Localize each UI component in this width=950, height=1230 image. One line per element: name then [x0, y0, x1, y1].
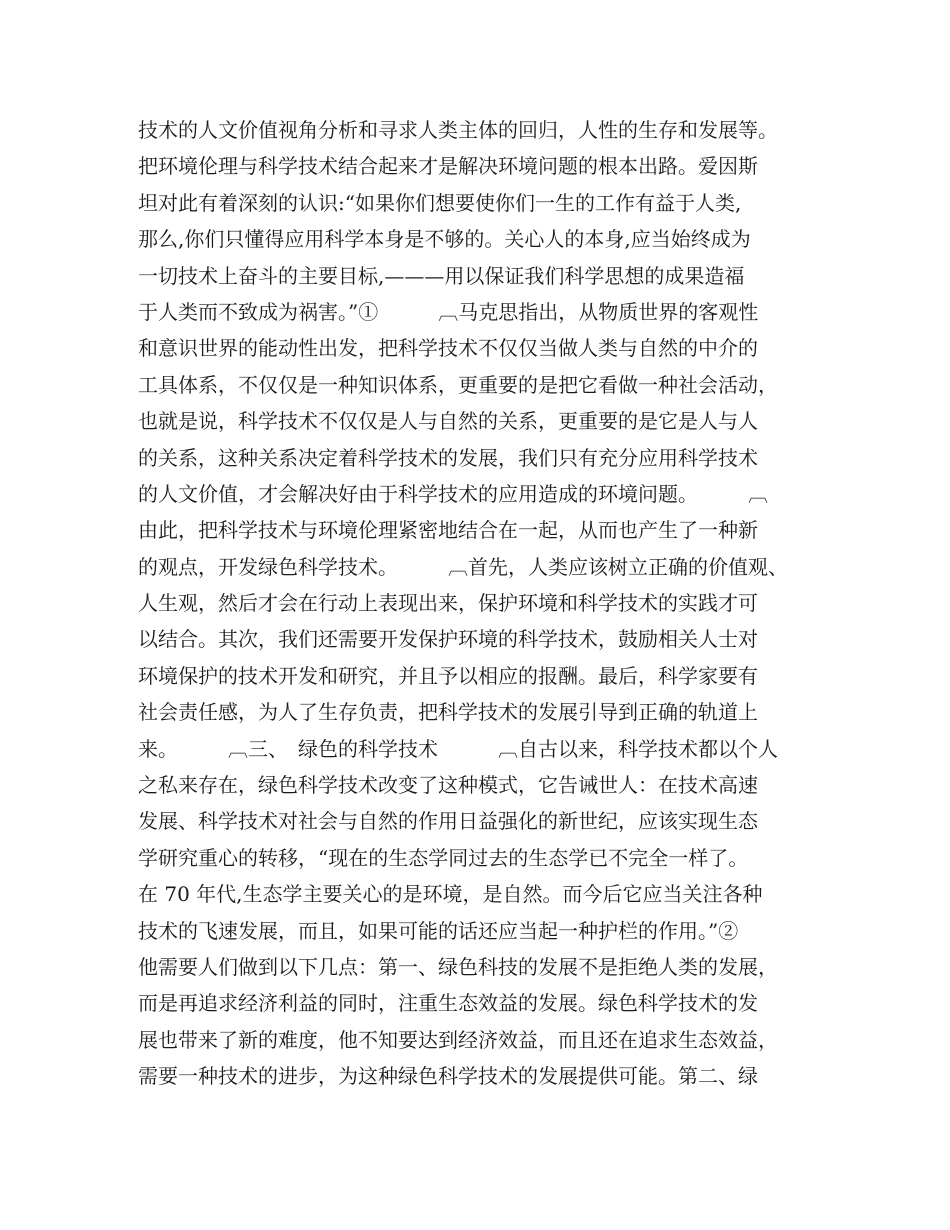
text-line: 的关系，这种关系决定着科学技术的发展，我们只有充分应用科学技术	[138, 445, 758, 470]
text-line: 技术的人文价值视角分析和寻求人类主体的回归，人性的生存和发展等。	[138, 118, 778, 142]
text-line: 在 70 年代,生态学主要关心的是环境，是自然。而今后它应当关注各种	[138, 882, 763, 907]
body-text	[138, 112, 838, 1095]
text-line: 那么,你们只懂得应用科学本身是不够的。关心人的本身,应当始终成为	[138, 227, 751, 252]
text-line: 环境保护的技术开发和研究，并且予以相应的报酬。最后，科学家要有	[138, 663, 758, 688]
text-line: 一切技术上奋斗的主要目标,———用以保证我们科学思想的成果造福	[138, 263, 745, 288]
text-line: 坦对此有着深刻的认识:“如果你们想要使你们一生的工作有益于人类,	[138, 190, 742, 215]
text-line: 学研究重心的转移，“现在的生态学同过去的生态学已不完全一样了。	[138, 845, 749, 870]
text-line: 和意识世界的能动性出发，把科学技术不仅仅当做人类与自然的中介的	[138, 336, 758, 361]
text-line: 展也带来了新的难度，他不知要达到经济效益，而且还在追求生态效益，	[138, 1027, 778, 1052]
text-line: 需要一种技术的进步，为这种绿色科学技术的发展提供可能。第二、绿	[138, 1064, 758, 1089]
text-line: 人生观，然后才会在行动上表现出来，保护环境和科学技术的实践才可	[138, 591, 758, 616]
text-line: 的观点，开发绿色科学技术。 ︹首先，人类应该树立正确的价值观、	[138, 554, 788, 579]
text-line: 由此，把科学技术与环境伦理紧密地结合在一起，从而也产生了一种新	[138, 518, 758, 543]
text-line: 而是再追求经济利益的同时，注重生态效益的发展。绿色科学技术的发	[138, 991, 758, 1016]
text-line: 技术的飞速发展，而且，如果可能的话还应当起一种护栏的作用。”②	[138, 918, 739, 943]
text-line: 于人类而不致成为祸害。”① ︹马克思指出，从物质世界的客观性	[138, 299, 759, 324]
text-line: 工具体系，不仅仅是一种知识体系，更重要的是把它看做一种社会活动，	[138, 372, 778, 397]
text-line: 他需要人们做到以下几点：第一、绿色科技的发展不是拒绝人类的发展，	[138, 954, 778, 979]
text-line: 之私来存在，绿色科学技术改变了这种模式，它告诫世人：在技术高速	[138, 773, 758, 798]
text-line: 来。 ︹三、 绿色的科学技术 ︹自古以来，科学技术都以个人	[138, 736, 778, 761]
text-line: 的人文价值，才会解决好由于科学技术的应用造成的环境问题。 ︹	[138, 481, 768, 506]
text-line: 社会责任感，为人了生存负责，把科学技术的发展引导到正确的轨道上	[138, 700, 758, 725]
text-line: 也就是说，科学技术不仅仅是人与自然的关系，更重要的是它是人与人	[138, 409, 758, 434]
text-line: 把环境伦理与科学技术结合起来才是解决环境问题的根本出路。爱因斯	[138, 154, 758, 179]
text-line: 以结合。其次，我们还需要开发保护环境的科学技术，鼓励相关人士对	[138, 627, 758, 652]
text-line: 发展、科学技术对社会与自然的作用日益强化的新世纪，应该实现生态	[138, 809, 758, 834]
